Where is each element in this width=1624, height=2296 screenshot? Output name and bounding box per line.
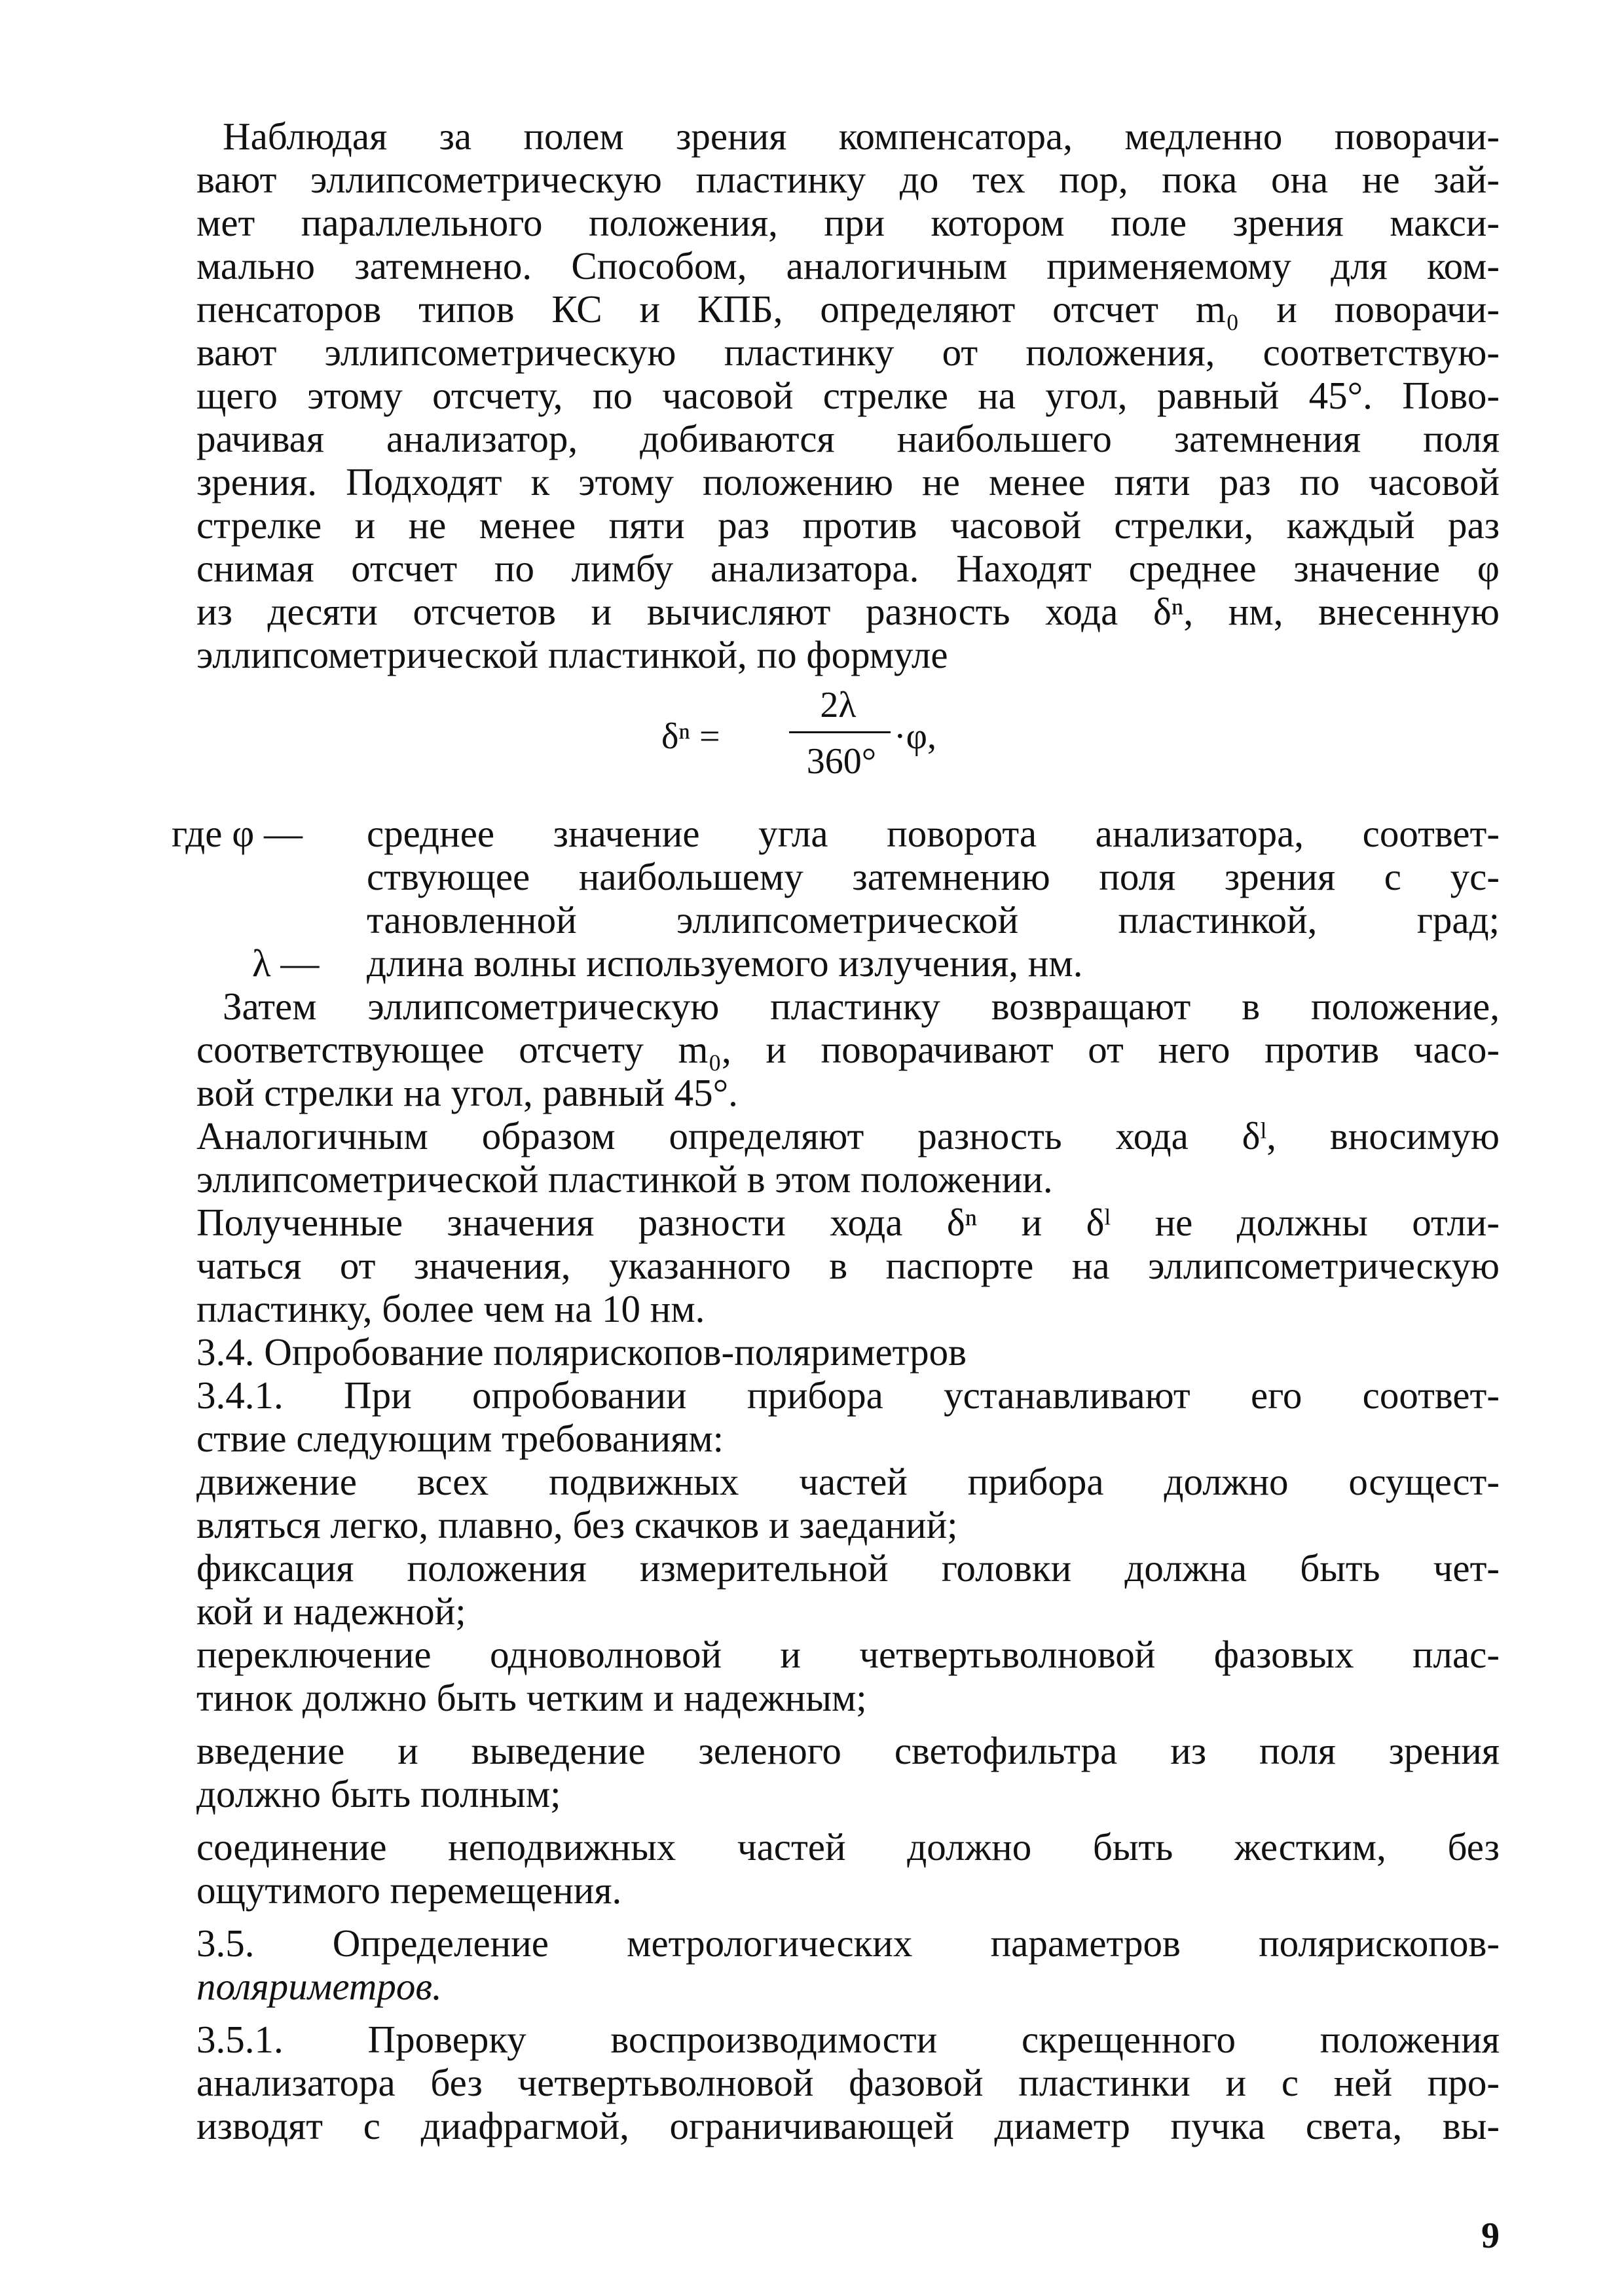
text-line: соответствующее отсчету m₀, и поворачивают от него против часо- [196,1028,1500,1071]
text-line: Полученные значения разности хода δⁿ и δˡ не должны отли- [196,1201,1500,1244]
where-term-phi: где φ — [172,812,303,855]
text-line: мально затемнено. Способом, аналогичным применяемому для ком- [196,244,1500,287]
where-definition-line: среднее значение угла поворота анализатора, соответ- [367,812,1500,855]
text-line: из десяти отсчетов и вычисляют разность хода δⁿ, нм, внесенную [196,590,1500,633]
list-item-line: введение и выведение зеленого светофильтра из поля зрения [196,1729,1500,1772]
text-line: Аналогичным образом определяют разность хода δˡ, вносимую [196,1114,1500,1157]
list-item-line: переключение одноволновой и четвертьволновой фазовых плас- [196,1633,1500,1676]
where-definition-line: длина волны используемого излучения, нм. [367,941,1083,985]
text-line: анализатора без четвертьволновой фазовой пластинки и с ней про- [196,2061,1500,2104]
formula-lhs: δⁿ = [661,716,720,757]
list-item-line: соединение неподвижных частей должно быть жестким, без [196,1825,1500,1868]
where-definition-line: ствующее наибольшему затемнению поля зрения с ус- [367,855,1500,898]
text-line: эллипсометрической пластинкой в этом положении. [196,1157,1053,1201]
text-line: эллипсометрической пластинкой, по формуле [196,633,948,676]
section-heading: 3.4. Опробование полярископов-поляриметров [196,1330,967,1374]
where-term-lambda: λ — [252,941,320,985]
list-item-line: тинок должно быть четким и надежным; [196,1676,867,1719]
text-line: изводят с диафрагмой, ограничивающей диаметр пучка света, вы- [196,2104,1500,2147]
text-line: пластинку, более чем на 10 нм. [196,1287,705,1330]
list-item-line: должно быть полным; [196,1772,561,1815]
list-item-line: вляться легко, плавно, без скачков и заеданий; [196,1503,958,1546]
formula [661,684,936,789]
list-item-line: ощутимого перемещения. [196,1868,622,1912]
text-line: 3.5.1. Проверку воспроизводимости скрещенного положения [196,2018,1500,2061]
text-line: рачивая анализатор, добиваются наибольшего затемнения поля [196,417,1500,460]
text-line: чаться от значения, указанного в паспорте на эллипсометрическую [196,1244,1500,1287]
section-heading: поляриметров. [196,1965,442,2008]
text-line: Затем эллипсометрическую пластинку возвращают в положение, [223,985,1500,1028]
text-line: снимая отсчет по лимбу анализатора. Находят среднее значение φ [196,547,1500,590]
text-line: вают эллипсометрическую пластинку до тех пор, пока она не зай- [196,158,1500,201]
text-line: стрелке и не менее пяти раз против часовой стрелки, каждый раз [196,503,1500,547]
text-line: 3.4.1. При опробовании прибора устанавливают его соответ- [196,1374,1500,1417]
text-line: Наблюдая за полем зрения компенсатора, медленно поворачи- [223,115,1500,158]
where-definition-line: тановленной эллипсометрической пластинкой, град; [367,898,1500,941]
list-item-line: движение всех подвижных частей прибора должно осущест- [196,1460,1500,1503]
text-line: вают эллипсометрическую пластинку от положения, соответствую- [196,331,1500,374]
section-heading: 3.5. Определение метрологических параметров полярископов- [196,1922,1500,1965]
text-line: пенсаторов типов КС и КПБ, определяют отсчет m₀ и поворачи- [196,287,1500,331]
formula-denominator: 360° [806,741,877,782]
formula-numerator: 2λ [820,685,857,725]
list-item-line: фиксация положения измерительной головки должна быть чет- [196,1546,1500,1590]
formula-rhs: ·φ, [894,716,936,757]
text-line: ствие следующим требованиям: [196,1417,724,1460]
text-line: зрения. Подходят к этому положению не менее пяти раз по часовой [196,460,1500,503]
fraction-bar [789,731,891,733]
list-item-line: кой и надежной; [196,1590,466,1633]
text-line: мет параллельного положения, при котором поле зрения макси- [196,201,1500,244]
text-line: щего этому отсчету, по часовой стрелке на угол, равный 45°. Пово- [196,374,1500,417]
page-number: 9 [1481,2215,1500,2256]
text-line: вой стрелки на угол, равный 45°. [196,1071,738,1114]
